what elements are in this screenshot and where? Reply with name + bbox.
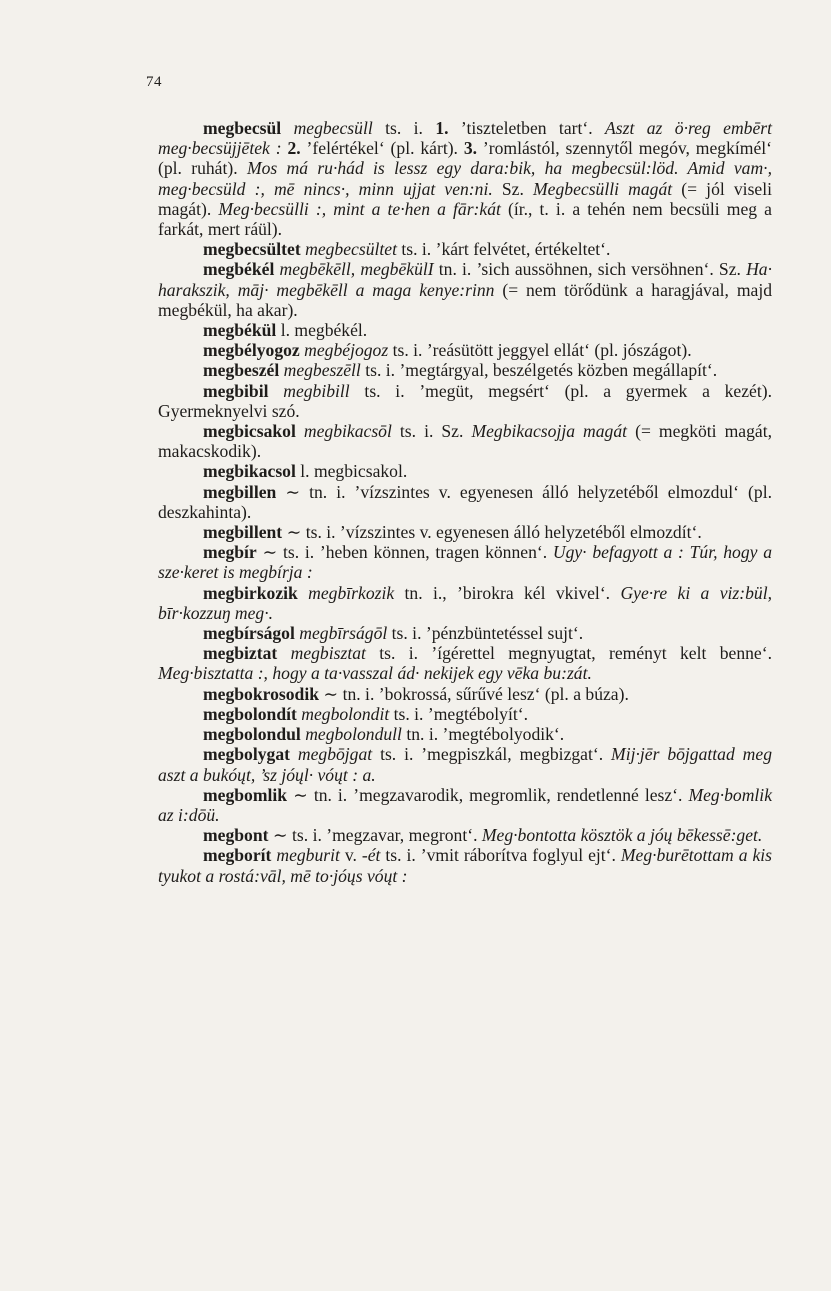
entry-headword: megbolygat: [203, 744, 290, 765]
dictionary-entry: [158, 320, 772, 340]
entry-text: [281, 118, 293, 138]
entry-text: ts. i. Sz.: [391, 421, 472, 442]
entry-headword: megbillen: [203, 481, 277, 502]
entry-italic-text: megbōjgat: [297, 744, 373, 765]
entry-text: ’felértékel‘ (pl. kárt).: [300, 138, 464, 159]
entry-headword: megbirkozik: [203, 582, 298, 603]
entry-headword: megbillent: [203, 522, 283, 543]
entry-text: tn. i. ’sich aussöhnen, sich versöhnen‘. Sz.: [433, 259, 747, 280]
entry-italic-text: Mos má ru·hád is lessz egy dara:bik, ha megbecsül:löd. Amid vam·, meg·becsüld :, mē nincs·, minn ujjat ven:ni.: [158, 158, 772, 199]
entry-text: ts. i. ’megtárgyal, beszélgetés közben megállapít‘.: [360, 360, 718, 381]
entry-italic-text: Meg·burētottam a kis tyukot a rostá:vāl, mē to·jóųs vóųt :: [158, 845, 773, 886]
entry-italic-text: Meg·bontotta kösztök a jóų bēkessē:get.: [481, 825, 763, 846]
entry-text: tn. i., ’birokra kél vkivel‘.: [394, 582, 621, 603]
entry-text: tn. i. ’megtébolyodik‘.: [401, 724, 565, 745]
entry-headword: megbicsakol: [203, 421, 296, 442]
entry-headword: megbírságol: [203, 623, 295, 644]
entry-text: ∼ ts. i. ’vízszintes v. egyenesen álló helyzetéből elmozdít‘.: [282, 522, 702, 543]
entry-headword: megbomlik: [203, 784, 288, 805]
dictionary-entry: [158, 845, 772, 885]
dictionary-entry: [158, 825, 772, 845]
dictionary-entry: [158, 360, 772, 380]
entry-text: ts. i. ’vmit ráborítva foglyul ejt‘.: [380, 845, 621, 866]
entry-headword: megbolondít: [203, 703, 297, 724]
entry-text: (= megköti magát, makacskodik).: [158, 421, 772, 462]
dictionary-entry: [158, 340, 772, 360]
entry-text: ∼ ts. i. ’megzavar, megront‘.: [268, 825, 482, 846]
entry-headword: megbecsültet: [203, 239, 301, 260]
entry-italic-text: megbéjogoz: [304, 340, 389, 361]
entry-text: ts. i. ’megpiszkál, megbizgat‘.: [372, 744, 612, 765]
entry-italic-text: megbolondull: [305, 724, 402, 745]
entry-text: (= jól viseli magát).: [158, 178, 773, 219]
entry-text: [290, 744, 298, 764]
entry-italic-text: megbisztat: [290, 643, 366, 664]
dictionary-entry: [158, 583, 772, 623]
entry-italic-text: Meg·bomlik az i:dōü.: [158, 784, 772, 825]
page-number: 74: [146, 74, 162, 90]
entry-headword: megbiztat: [203, 643, 278, 664]
entry-text: l. megbicsakol.: [295, 461, 408, 482]
entry-headword: 3.: [463, 138, 478, 159]
entry-italic-text: megbibill: [283, 380, 350, 401]
entry-headword: megbokrosodik: [203, 683, 320, 704]
entry-italic-text: Meg·becsülli :, mint a te·hen a fār:kát: [218, 198, 501, 219]
entry-text: ts. i. ’megtébolyít‘.: [389, 703, 529, 724]
dictionary-entry: [158, 522, 772, 542]
entry-headword: megborít: [203, 845, 272, 866]
dictionary-entry: [158, 785, 772, 825]
entry-italic-text: megbolondit: [301, 703, 390, 724]
entry-headword: megbékél: [203, 259, 275, 280]
entry-headword: megbeszél: [203, 360, 280, 381]
entry-text: ’romlástól, szennytől megóv, megkímél‘ (pl. ruhát).: [158, 138, 772, 179]
dictionary-entry: [158, 724, 772, 744]
entry-text: ts. i. ’reásütött jeggyel ellát‘ (pl. jószágot).: [388, 340, 692, 361]
entry-text: [296, 421, 304, 441]
entry-list: [158, 118, 772, 886]
dictionary-entry: [158, 643, 772, 683]
dictionary-entry: [158, 421, 772, 461]
entry-italic-text: megbīrkozik: [308, 582, 395, 603]
entry-text: ts. i. ’kárt felvétet, értékeltet‘.: [396, 239, 611, 260]
entry-text: ts. i. ’ígérettel megnyugtat, reményt kelt benne‘.: [365, 643, 772, 664]
entry-headword: megbolondul: [203, 724, 301, 745]
entry-text: ts. i. ’megüt, megsért‘ (pl. a gyermek a kezét). Gyermeknyelvi szó.: [158, 380, 772, 421]
entry-text: [277, 643, 290, 663]
dictionary-entry: [158, 744, 772, 784]
entry-text: l. megbékél.: [276, 320, 368, 341]
entry-italic-text: Megbikacsojja magát: [471, 421, 628, 442]
dictionary-entry: [158, 259, 772, 320]
entry-italic-text: megburit: [276, 845, 340, 866]
entry-text: ∼ tn. i. ’megzavarodik, megromlik, rendetlenné lesz‘.: [287, 784, 689, 805]
entry-headword: megbékül: [203, 320, 277, 341]
dictionary-entry: [158, 482, 772, 522]
entry-text: [269, 381, 284, 401]
entry-headword: 2.: [287, 138, 301, 159]
entry-text: ts. i. ’pénzbüntetéssel sujt‘.: [387, 623, 584, 644]
entry-headword: megbecsül: [203, 118, 282, 138]
entry-text: Sz.: [492, 178, 534, 199]
entry-italic-text: megbīrságōl: [299, 623, 388, 644]
dictionary-entry: [158, 542, 772, 582]
dictionary-entry: [158, 704, 772, 724]
entry-text: (= nem törődünk a haragjával, majd megbékül, ha akar).: [158, 279, 773, 320]
entry-italic-text: Mij·jēr bōjgattad meg aszt a bukóųt, ’sz jóųl· vóųt : a.: [158, 744, 772, 785]
entry-text: ∼ ts. i. ’heben können, tragen können‘.: [256, 542, 553, 563]
dictionary-entry: [158, 461, 772, 481]
dictionary-entry: [158, 684, 772, 704]
dictionary-entry: [158, 239, 772, 259]
entry-italic-text: Gye·re ki a viz:bül, bīr·kozzuŋ meg·.: [158, 582, 772, 623]
entry-italic-text: megbeszēll: [283, 360, 361, 381]
entry-text: (ír., t. i. a tehén nem becsüli meg a farkát, mert ráül).: [158, 198, 772, 240]
entry-italic-text: megbikacsōl: [303, 421, 392, 442]
entry-text: ts. i.: [372, 118, 436, 138]
entry-headword: megbélyogoz: [203, 340, 300, 361]
entry-italic-text: megbēkēll, megbēkülI: [279, 259, 434, 280]
entry-italic-text: -ét: [361, 845, 381, 866]
entry-italic-text: Ha· harakszik, māj· megbēkēll a maga kenye:rinn: [158, 259, 772, 300]
entry-text: ’tiszteletben tart‘.: [448, 118, 606, 138]
entry-headword: megbír: [203, 542, 257, 563]
entry-text: ∼ tn. i. ’bokrossá, sűrűvé lesz‘ (pl. a búza).: [319, 683, 629, 704]
dictionary-entry: [158, 381, 772, 421]
entry-italic-text: Ugy· befagyott a : Túr, hogy a sze·keret is megbírja :: [158, 542, 772, 583]
entry-headword: 1.: [435, 118, 449, 138]
entry-headword: megbikacsol: [203, 461, 296, 482]
entry-italic-text: Aszt az ö·reg embērt meg·becsüjjētek :: [158, 118, 772, 159]
dictionary-entry: [158, 623, 772, 643]
entry-italic-text: Megbecsülli magát: [533, 178, 673, 199]
entry-text: ∼ tn. i. ’vízszintes v. egyenesen álló helyzetéből elmozdul‘ (pl. deszkahinta).: [158, 481, 772, 522]
entry-text: v.: [339, 845, 362, 866]
entry-italic-text: megbecsültet: [305, 239, 397, 260]
entry-headword: megbibil: [203, 380, 269, 401]
dictionary-entry: [158, 118, 772, 239]
entry-italic-text: Meg·bisztatta :, hogy a ta·vasszal ád· nekijek egy vēka bu:zát.: [158, 663, 592, 684]
entry-italic-text: megbecsüll: [293, 118, 373, 138]
entry-text: [298, 583, 308, 603]
entry-headword: megbont: [203, 825, 269, 846]
